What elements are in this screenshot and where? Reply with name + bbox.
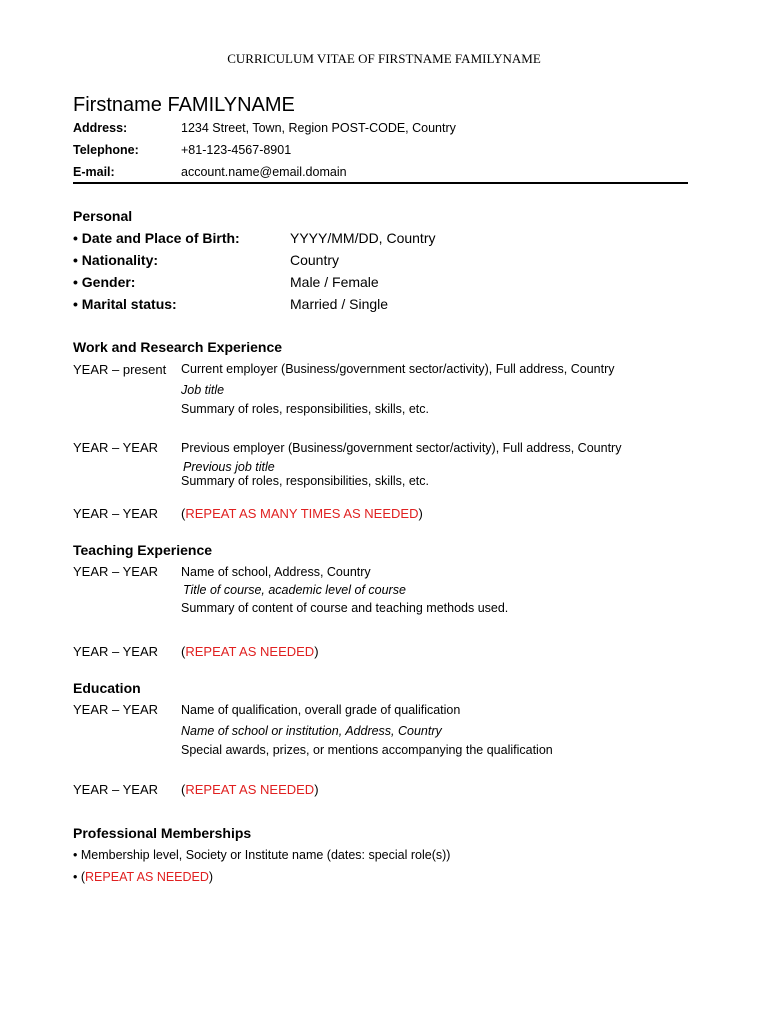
memberships-heading: Professional Memberships — [73, 825, 252, 841]
work-heading: Work and Research Experience — [73, 339, 283, 355]
header-divider — [73, 182, 688, 184]
personal-value-nationality: Country — [290, 252, 340, 268]
telephone-label: Telephone: — [73, 143, 139, 157]
membership-repeat-bullet: • — [73, 870, 81, 884]
membership-repeat-text: REPEAT AS NEEDED — [85, 870, 209, 884]
education-repeat-note: (REPEAT AS NEEDED) — [181, 782, 319, 797]
address-label: Address: — [73, 121, 128, 135]
telephone-value: +81-123-4567-8901 — [181, 143, 292, 157]
work-years-2: YEAR – YEAR — [73, 440, 159, 455]
personal-value-birth: YYYY/MM/DD, Country — [290, 230, 436, 246]
work-summary-2: Summary of roles, responsibilities, skills, etc. — [181, 474, 429, 488]
work-repeat-text: REPEAT AS MANY TIMES AS NEEDED — [185, 506, 419, 521]
personal-value-gender: Male / Female — [290, 274, 379, 290]
personal-heading: Personal — [73, 208, 133, 224]
teaching-years: YEAR – YEAR — [73, 564, 159, 579]
work-employer-1: Current employer (Business/government sector/activity), Full address, Country — [181, 362, 615, 376]
email-label: E-mail: — [73, 165, 115, 179]
work-years-1: YEAR – present — [73, 362, 167, 377]
personal-label-gender: • Gender: — [73, 274, 136, 290]
education-qualification: Name of qualification, overall grade of qualification — [181, 703, 461, 717]
person-name: Firstname FAMILYNAME — [73, 94, 295, 116]
education-years: YEAR – YEAR — [73, 702, 159, 717]
teaching-school: Name of school, Address, Country — [181, 565, 371, 579]
membership-repeat-item: • (REPEAT AS NEEDED) — [73, 870, 214, 884]
personal-label-birth: • Date and Place of Birth: — [73, 230, 240, 246]
work-repeat-years: YEAR – YEAR — [73, 506, 159, 521]
education-awards: Special awards, prizes, or mentions accompanying the qualification — [181, 743, 553, 757]
work-title-2: Previous job title — [183, 460, 275, 474]
work-summary-1: Summary of roles, responsibilities, skills, etc. — [181, 402, 429, 416]
education-repeat-years: YEAR – YEAR — [73, 782, 159, 797]
teaching-heading: Teaching Experience — [73, 542, 213, 558]
teaching-summary: Summary of content of course and teaching methods used. — [181, 601, 509, 615]
teaching-repeat-text: REPEAT AS NEEDED — [185, 644, 315, 659]
teaching-repeat-years: YEAR – YEAR — [73, 644, 159, 659]
membership-item: • Membership level, Society or Institute name (dates: special role(s)) — [73, 848, 451, 862]
work-title-1: Job title — [181, 383, 225, 397]
email-value: account.name@email.domain — [181, 165, 347, 179]
teaching-repeat-note: (REPEAT AS NEEDED) — [181, 644, 319, 659]
address-value: 1234 Street, Town, Region POST-CODE, Country — [181, 121, 456, 135]
personal-label-nationality: • Nationality: — [73, 252, 159, 268]
work-repeat-note: (REPEAT AS MANY TIMES AS NEEDED) — [181, 506, 423, 521]
education-school: Name of school or institution, Address, Country — [181, 724, 442, 738]
personal-label-marital: • Marital status: — [73, 296, 177, 312]
document-title: CURRICULUM VITAE OF FIRSTNAME FAMILYNAME — [227, 51, 541, 66]
work-employer-2: Previous employer (Business/government sector/activity), Full address, Country — [181, 441, 622, 455]
personal-value-marital: Married / Single — [290, 296, 389, 312]
teaching-course: Title of course, academic level of course — [183, 583, 406, 597]
education-repeat-text: REPEAT AS NEEDED — [185, 782, 315, 797]
education-heading: Education — [73, 680, 141, 696]
